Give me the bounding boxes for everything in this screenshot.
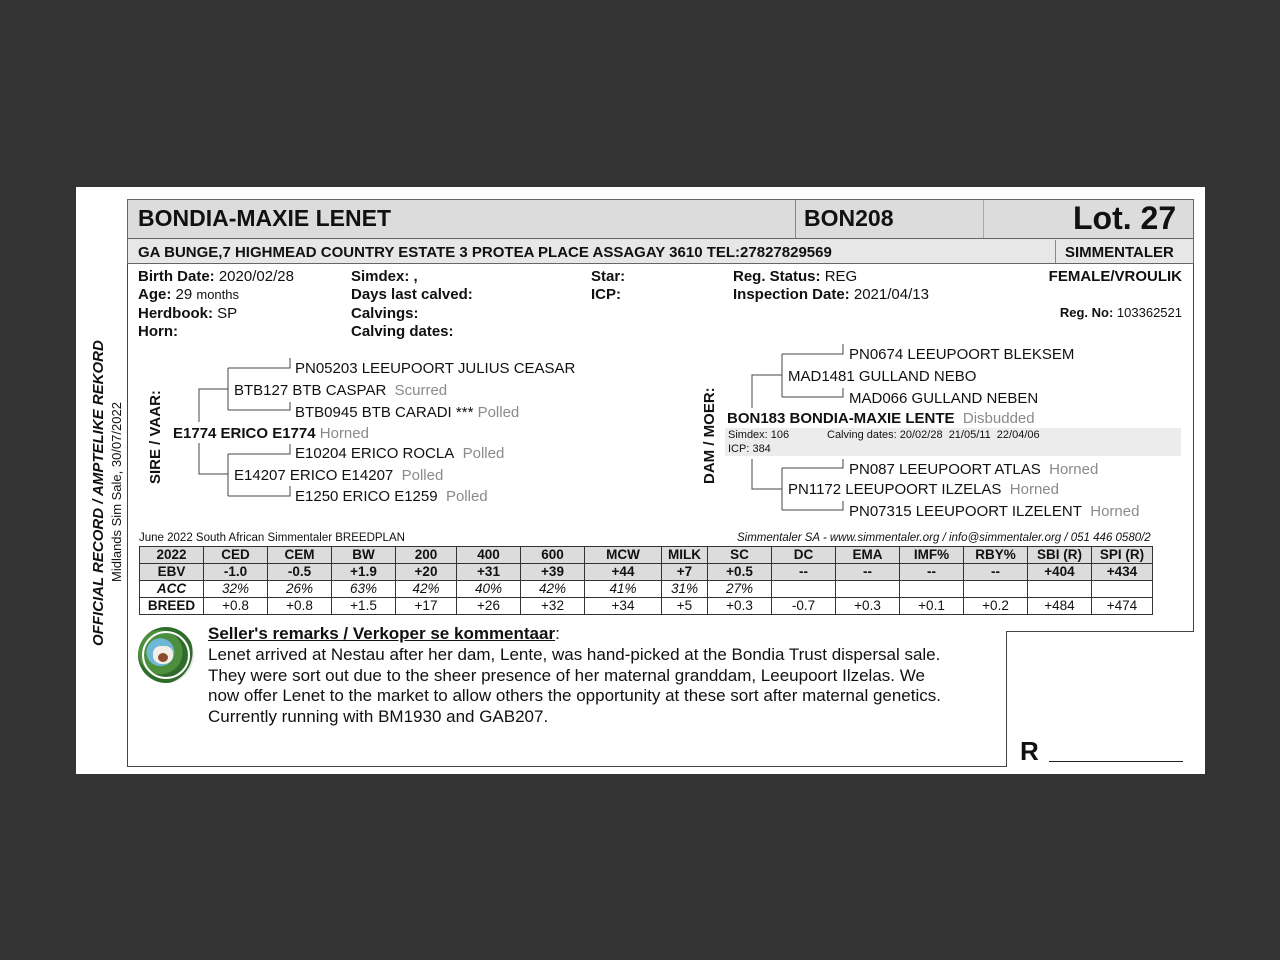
sire: E1774 ERICO E1774 Horned xyxy=(173,425,369,442)
remarks-line-2: They were sort out due to the sheer presence of her maternal granddam, Leeupoort Ilzelas. We xyxy=(208,666,925,685)
ebv-cell: BREED xyxy=(140,598,204,615)
breed-avg-row xyxy=(140,598,1153,615)
ebv-cell: 600 xyxy=(521,547,585,564)
ebv-cell xyxy=(836,581,900,598)
ebv-table xyxy=(139,546,1153,615)
icp: ICP: xyxy=(591,286,621,303)
dam-dam: PN1172 LEEUPOORT ILZELAS Horned xyxy=(788,481,1059,498)
ebv-cell: +0.1 xyxy=(900,598,964,615)
dam-sire: MAD1481 GULLAND NEBO xyxy=(788,368,977,385)
sire-sire-dam: BTB0945 BTB CARADI *** Polled xyxy=(295,404,520,421)
ebv-cell: +484 xyxy=(1028,598,1092,615)
ebv-cell: SC xyxy=(708,547,772,564)
ebv-cell: 200 xyxy=(396,547,457,564)
remarks-line-4: Currently running with BM1930 and GAB207. xyxy=(208,707,549,726)
breed-label: SIMMENTALER xyxy=(1065,244,1174,261)
ebv-cell: +0.3 xyxy=(836,598,900,615)
ebv-cell: -1.0 xyxy=(204,564,268,581)
ebv-cell: 31% xyxy=(662,581,708,598)
reg-status: Reg. Status: REG xyxy=(733,268,858,285)
ebv-cell: +0.5 xyxy=(708,564,772,581)
days-last-calved: Days last calved: xyxy=(351,286,473,303)
simdex: Simdex: , xyxy=(351,268,418,285)
ebv-row xyxy=(140,564,1153,581)
ebv-cell: IMF% xyxy=(900,547,964,564)
ebv-cell: +39 xyxy=(521,564,585,581)
simmentaler-contact: Simmentaler SA - www.simmentaler.org / info@simmentaler.org / 051 446 0580/2 xyxy=(737,532,1151,544)
sex-label: FEMALE/VROULIK xyxy=(1048,268,1182,285)
ebv-cell: CEM xyxy=(268,547,332,564)
ebv-cell: EBV xyxy=(140,564,204,581)
calving-dates: Calving dates: xyxy=(351,323,454,340)
ebv-cell: 27% xyxy=(708,581,772,598)
ebv-header-row xyxy=(140,547,1153,564)
ebv-cell: +434 xyxy=(1092,564,1153,581)
sire-dam-sire: E10204 ERICO ROCLA Polled xyxy=(295,445,505,462)
ebv-cell: 63% xyxy=(332,581,396,598)
ebv-cell: -- xyxy=(900,564,964,581)
sire-sire: BTB127 BTB CASPAR Scurred xyxy=(234,382,448,399)
dam: BON183 BONDIA-MAXIE LENTE Disbudded xyxy=(727,410,1035,427)
dam-icp: ICP: 384 xyxy=(728,443,771,455)
ebv-cell: +34 xyxy=(585,598,662,615)
ebv-cell: +20 xyxy=(396,564,457,581)
ebv-cell xyxy=(1092,581,1153,598)
remarks-title: Seller's remarks / Verkoper se kommentaar: xyxy=(208,624,560,643)
ebv-cell: +44 xyxy=(585,564,662,581)
ebv-cell: +404 xyxy=(1028,564,1092,581)
ebv-cell: 41% xyxy=(585,581,662,598)
herdbook: Herdbook: SP xyxy=(138,305,238,322)
ebv-cell: SBI (R) xyxy=(1028,547,1092,564)
ebv-cell: +26 xyxy=(457,598,521,615)
dam-calving-dates: Calving dates: 20/02/28 21/05/11 22/04/06 xyxy=(827,429,1040,441)
ebv-cell: +474 xyxy=(1092,598,1153,615)
ebv-cell: -- xyxy=(836,564,900,581)
remarks-line-3: now offer Lenet to the market to allow others the opportunity at these sort after maternal genetics. xyxy=(208,686,941,705)
acc-row xyxy=(140,581,1153,598)
ebv-cell: MCW xyxy=(585,547,662,564)
ebv-cell: +0.8 xyxy=(204,598,268,615)
ebv-cell: +32 xyxy=(521,598,585,615)
ebv-cell: -0.5 xyxy=(268,564,332,581)
ebv-cell: +7 xyxy=(662,564,708,581)
remarks-line-1: Lenet arrived at Nestau after her dam, Lente, was hand-picked at the Bondia Trust dispersal sale. xyxy=(208,645,941,664)
sire-dam: E14207 ERICO E14207 Polled xyxy=(234,467,444,484)
dam-simdex: Simdex: 106 xyxy=(728,429,790,441)
ebv-cell xyxy=(900,581,964,598)
ebv-cell: SPI (R) xyxy=(1092,547,1153,564)
ebv-cell: BW xyxy=(332,547,396,564)
ebv-cell: EMA xyxy=(836,547,900,564)
animal-name: BONDIA-MAXIE LENET xyxy=(138,205,391,231)
ebv-cell: +0.3 xyxy=(708,598,772,615)
ebv-cell: ACC xyxy=(140,581,204,598)
lot-number: Lot. 27 xyxy=(1073,200,1177,236)
price-blank-line[interactable] xyxy=(1049,761,1183,762)
sale-name: Midlands Sim Sale, 30/07/2022 xyxy=(109,402,124,582)
ebv-cell: 32% xyxy=(204,581,268,598)
ebv-cell: +0.2 xyxy=(964,598,1028,615)
inspection-date: Inspection Date: 2021/04/13 xyxy=(733,286,929,303)
ebv-cell: +5 xyxy=(662,598,708,615)
breedplan-caption: June 2022 South African Simmentaler BREEDPLAN xyxy=(139,532,405,544)
sire-section-label: SIRE / VAAR: xyxy=(147,390,164,484)
ebv-cell: +1.5 xyxy=(332,598,396,615)
ebv-cell: +31 xyxy=(457,564,521,581)
animal-id: BON208 xyxy=(804,205,894,231)
ebv-cell: 2022 xyxy=(140,547,204,564)
price-currency: R xyxy=(1020,736,1039,766)
owner-address: GA BUNGE,7 HIGHMEAD COUNTRY ESTATE 3 PROTEA PLACE ASSAGAY 3610 TEL:27827829569 xyxy=(138,244,832,261)
ebv-cell: 40% xyxy=(457,581,521,598)
birth-date: Birth Date: 2020/02/28 xyxy=(138,268,294,285)
ebv-cell: +17 xyxy=(396,598,457,615)
ebv-cell: MILK xyxy=(662,547,708,564)
dam-dam-sire: PN087 LEEUPOORT ATLAS Horned xyxy=(849,461,1099,478)
horn: Horn: xyxy=(138,323,178,340)
calvings: Calvings: xyxy=(351,305,419,322)
sire-sire-sire: PN05203 LEEUPOORT JULIUS CEASAR xyxy=(295,360,576,377)
ebv-cell: RBY% xyxy=(964,547,1028,564)
sire-dam-dam: E1250 ERICO E1259 Polled xyxy=(295,488,488,505)
official-record: OFFICIAL RECORD / AMPTELIKE REKORD xyxy=(90,340,107,646)
ebv-cell: -- xyxy=(772,564,836,581)
ebv-cell xyxy=(964,581,1028,598)
ebv-cell: 400 xyxy=(457,547,521,564)
star: Star: xyxy=(591,268,626,285)
reg-no: Reg. No: 103362521 xyxy=(1059,305,1182,320)
age: Age: 29 months xyxy=(138,286,240,303)
ebv-cell: 26% xyxy=(268,581,332,598)
ebv-cell: DC xyxy=(772,547,836,564)
dam-sire-dam: MAD066 GULLAND NEBEN xyxy=(849,390,1039,407)
ebv-cell xyxy=(1028,581,1092,598)
ebv-cell: -0.7 xyxy=(772,598,836,615)
dam-sire-sire: PN0674 LEEUPOORT BLEKSEM xyxy=(849,346,1075,363)
ebv-cell: 42% xyxy=(396,581,457,598)
dam-section-label: DAM / MOER: xyxy=(701,387,718,484)
ebv-cell xyxy=(772,581,836,598)
ebv-cell: 42% xyxy=(521,581,585,598)
dam-dam-dam: PN07315 LEEUPOORT ILZELENT Horned xyxy=(849,503,1140,520)
ebv-cell: CED xyxy=(204,547,268,564)
ebv-cell: +0.8 xyxy=(268,598,332,615)
ebv-cell: +1.9 xyxy=(332,564,396,581)
ebv-cell: -- xyxy=(964,564,1028,581)
